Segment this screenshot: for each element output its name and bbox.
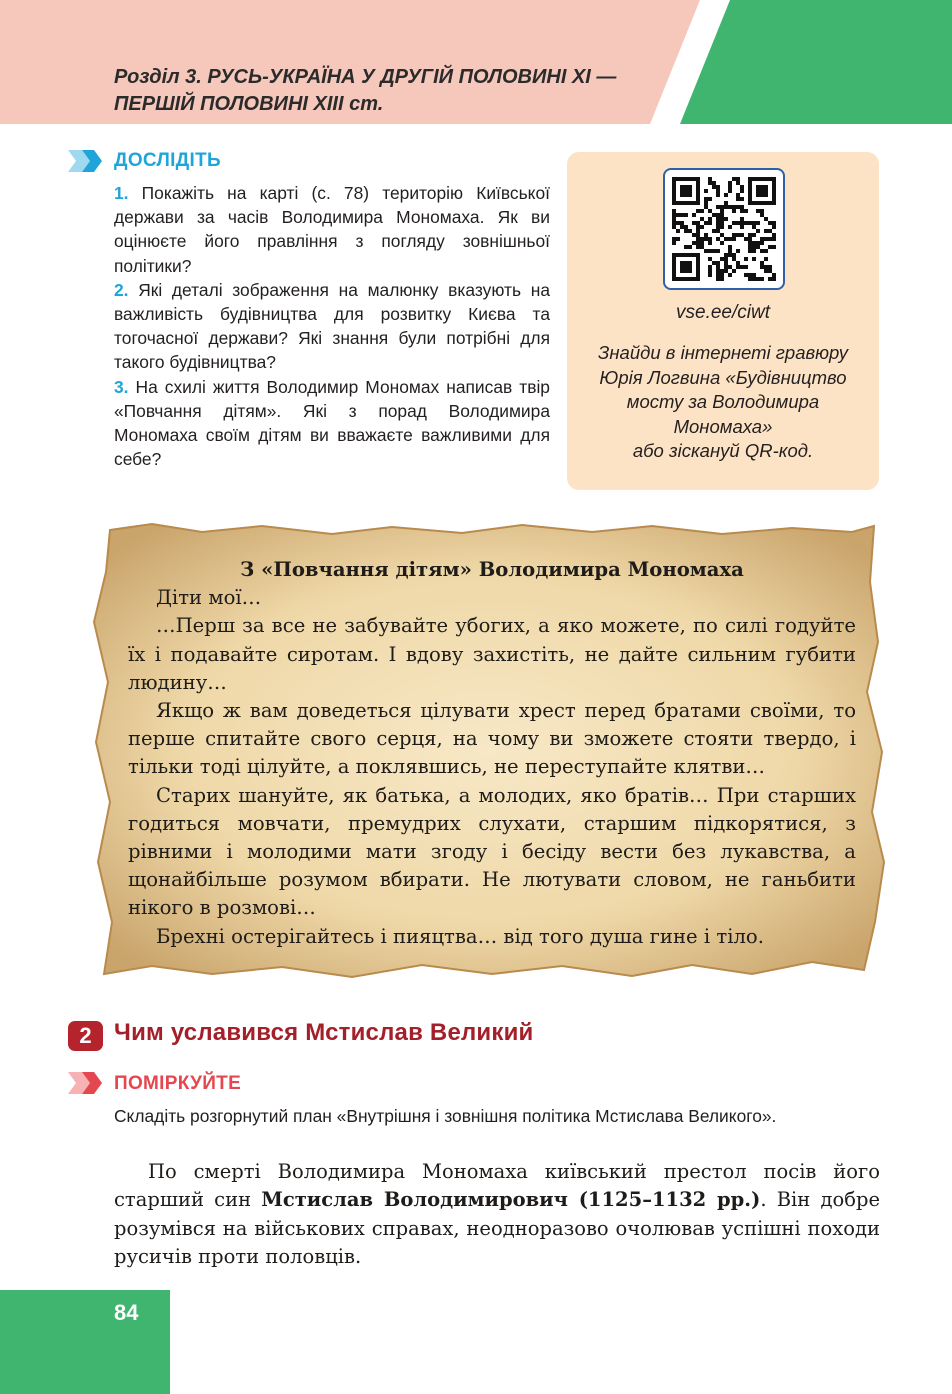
quote-paragraph: Старих шануйте, як батька, а молодих, яко братів… При старших годиться мовчати, премудрих слухати, старшим підкорятися, з рівними і молодими мати згоду і бесіду вести без лукавства, а щонайбільше розумом вбирати. Не лютувати словом, не ганьбити нікого в розмові… (128, 783, 856, 920)
task-number: 1. (114, 183, 129, 203)
qr-instruction-line: Знайди в інтернеті гравюру (598, 342, 848, 363)
qr-card (567, 152, 879, 490)
body-bold-name: Мстислав Володимирович (1125–1132 рр.) (261, 1188, 761, 1212)
quote-block (128, 556, 856, 951)
task-list (114, 181, 550, 471)
quote-paragraph: …Перш за все не забувайте убогих, а яко можете, по силі годуйте їх і подавайте сиротам. І вдову захистіть, не дайте сильним губити людину… (128, 614, 856, 694)
quote-salutation: Діти мої… (156, 586, 262, 610)
chapter-title (114, 64, 674, 118)
qr-instruction (581, 341, 865, 464)
task-number: 2. (114, 279, 129, 300)
qr-url[interactable]: vse.ee/ciwt (676, 302, 770, 323)
chevron-marker-icon (68, 150, 104, 172)
think-task: Складіть розгорнутий план «Внутрішня і зовнішня політика Мстислава Великого». (114, 1106, 777, 1126)
body-intro: По смерті Володимира Мономаха київський престол посів його старший син (114, 1160, 880, 1212)
quote-title: З «Повчання дітям» Володимира Мономаха (240, 558, 744, 581)
section-title: Чим уславився Мстислав Великий (114, 1019, 534, 1046)
chevron-marker-icon (68, 1072, 104, 1094)
qr-instruction-line: або зіскануй QR-код. (632, 440, 814, 461)
task-item (114, 278, 550, 375)
qr-instruction-line: Юрія Логвина «Будівництво (599, 366, 847, 388)
chapter-title-line-1: Розділ 3. РУСЬ-УКРАЇНА У ДРУГІЙ ПОЛОВИНІ XI — (114, 66, 617, 88)
task-item (114, 181, 550, 278)
task-text: На схилі життя Володимир Мономах написав твір «Повчання дітям». Які з порад Володимира Мономаха своїм дітям ви вважаєте важливими для себе? (114, 376, 550, 470)
task-text: Покажіть на карті (с. 78) територію Київської держави за часів Володимира Мономаха. Як ви оцінюєте його правління з погляду зовнішньої політики? (114, 183, 550, 276)
task-item (114, 375, 550, 472)
think-heading: ПОМІРКУЙТЕ (114, 1073, 242, 1094)
qr-code-icon[interactable] (663, 168, 785, 290)
section-number-badge: 2 (68, 1021, 103, 1051)
body-rest: . Він добре розумівся на військових справах, неодноразово очолював успішні походи русичів проти половців. (114, 1188, 880, 1269)
page-number: 84 (114, 1300, 139, 1325)
qr-instruction-line: Мономаха» (673, 415, 773, 437)
page-number-tab (0, 1290, 170, 1394)
task-number: 3. (114, 376, 129, 397)
quote-paragraph: Брехні остерігайтесь і пияцтва… від того душа гине і тіло. (156, 924, 764, 948)
qr-instruction-line: мосту за Володимира (626, 391, 820, 412)
investigate-heading: ДОСЛІДІТЬ (114, 150, 221, 171)
quote-paragraph: Якщо ж вам доведеться цілувати хрест перед братами своїми, то перше спитайте свого серця, на чому ви зможете стояти твердо, і тільки тоді цілуйте, а поклявшись, не переступайте клятви… (128, 699, 856, 779)
task-text: Які деталі зображення на малюнку вказують на важливість будівництва для розвитку Києва та тогочасної держави? Які знання були потрібні для такого будівництва? (114, 279, 550, 373)
body-paragraph (114, 1158, 880, 1272)
chapter-title-line-2: ПЕРШІЙ ПОЛОВИНІ XIII ст. (114, 93, 384, 115)
